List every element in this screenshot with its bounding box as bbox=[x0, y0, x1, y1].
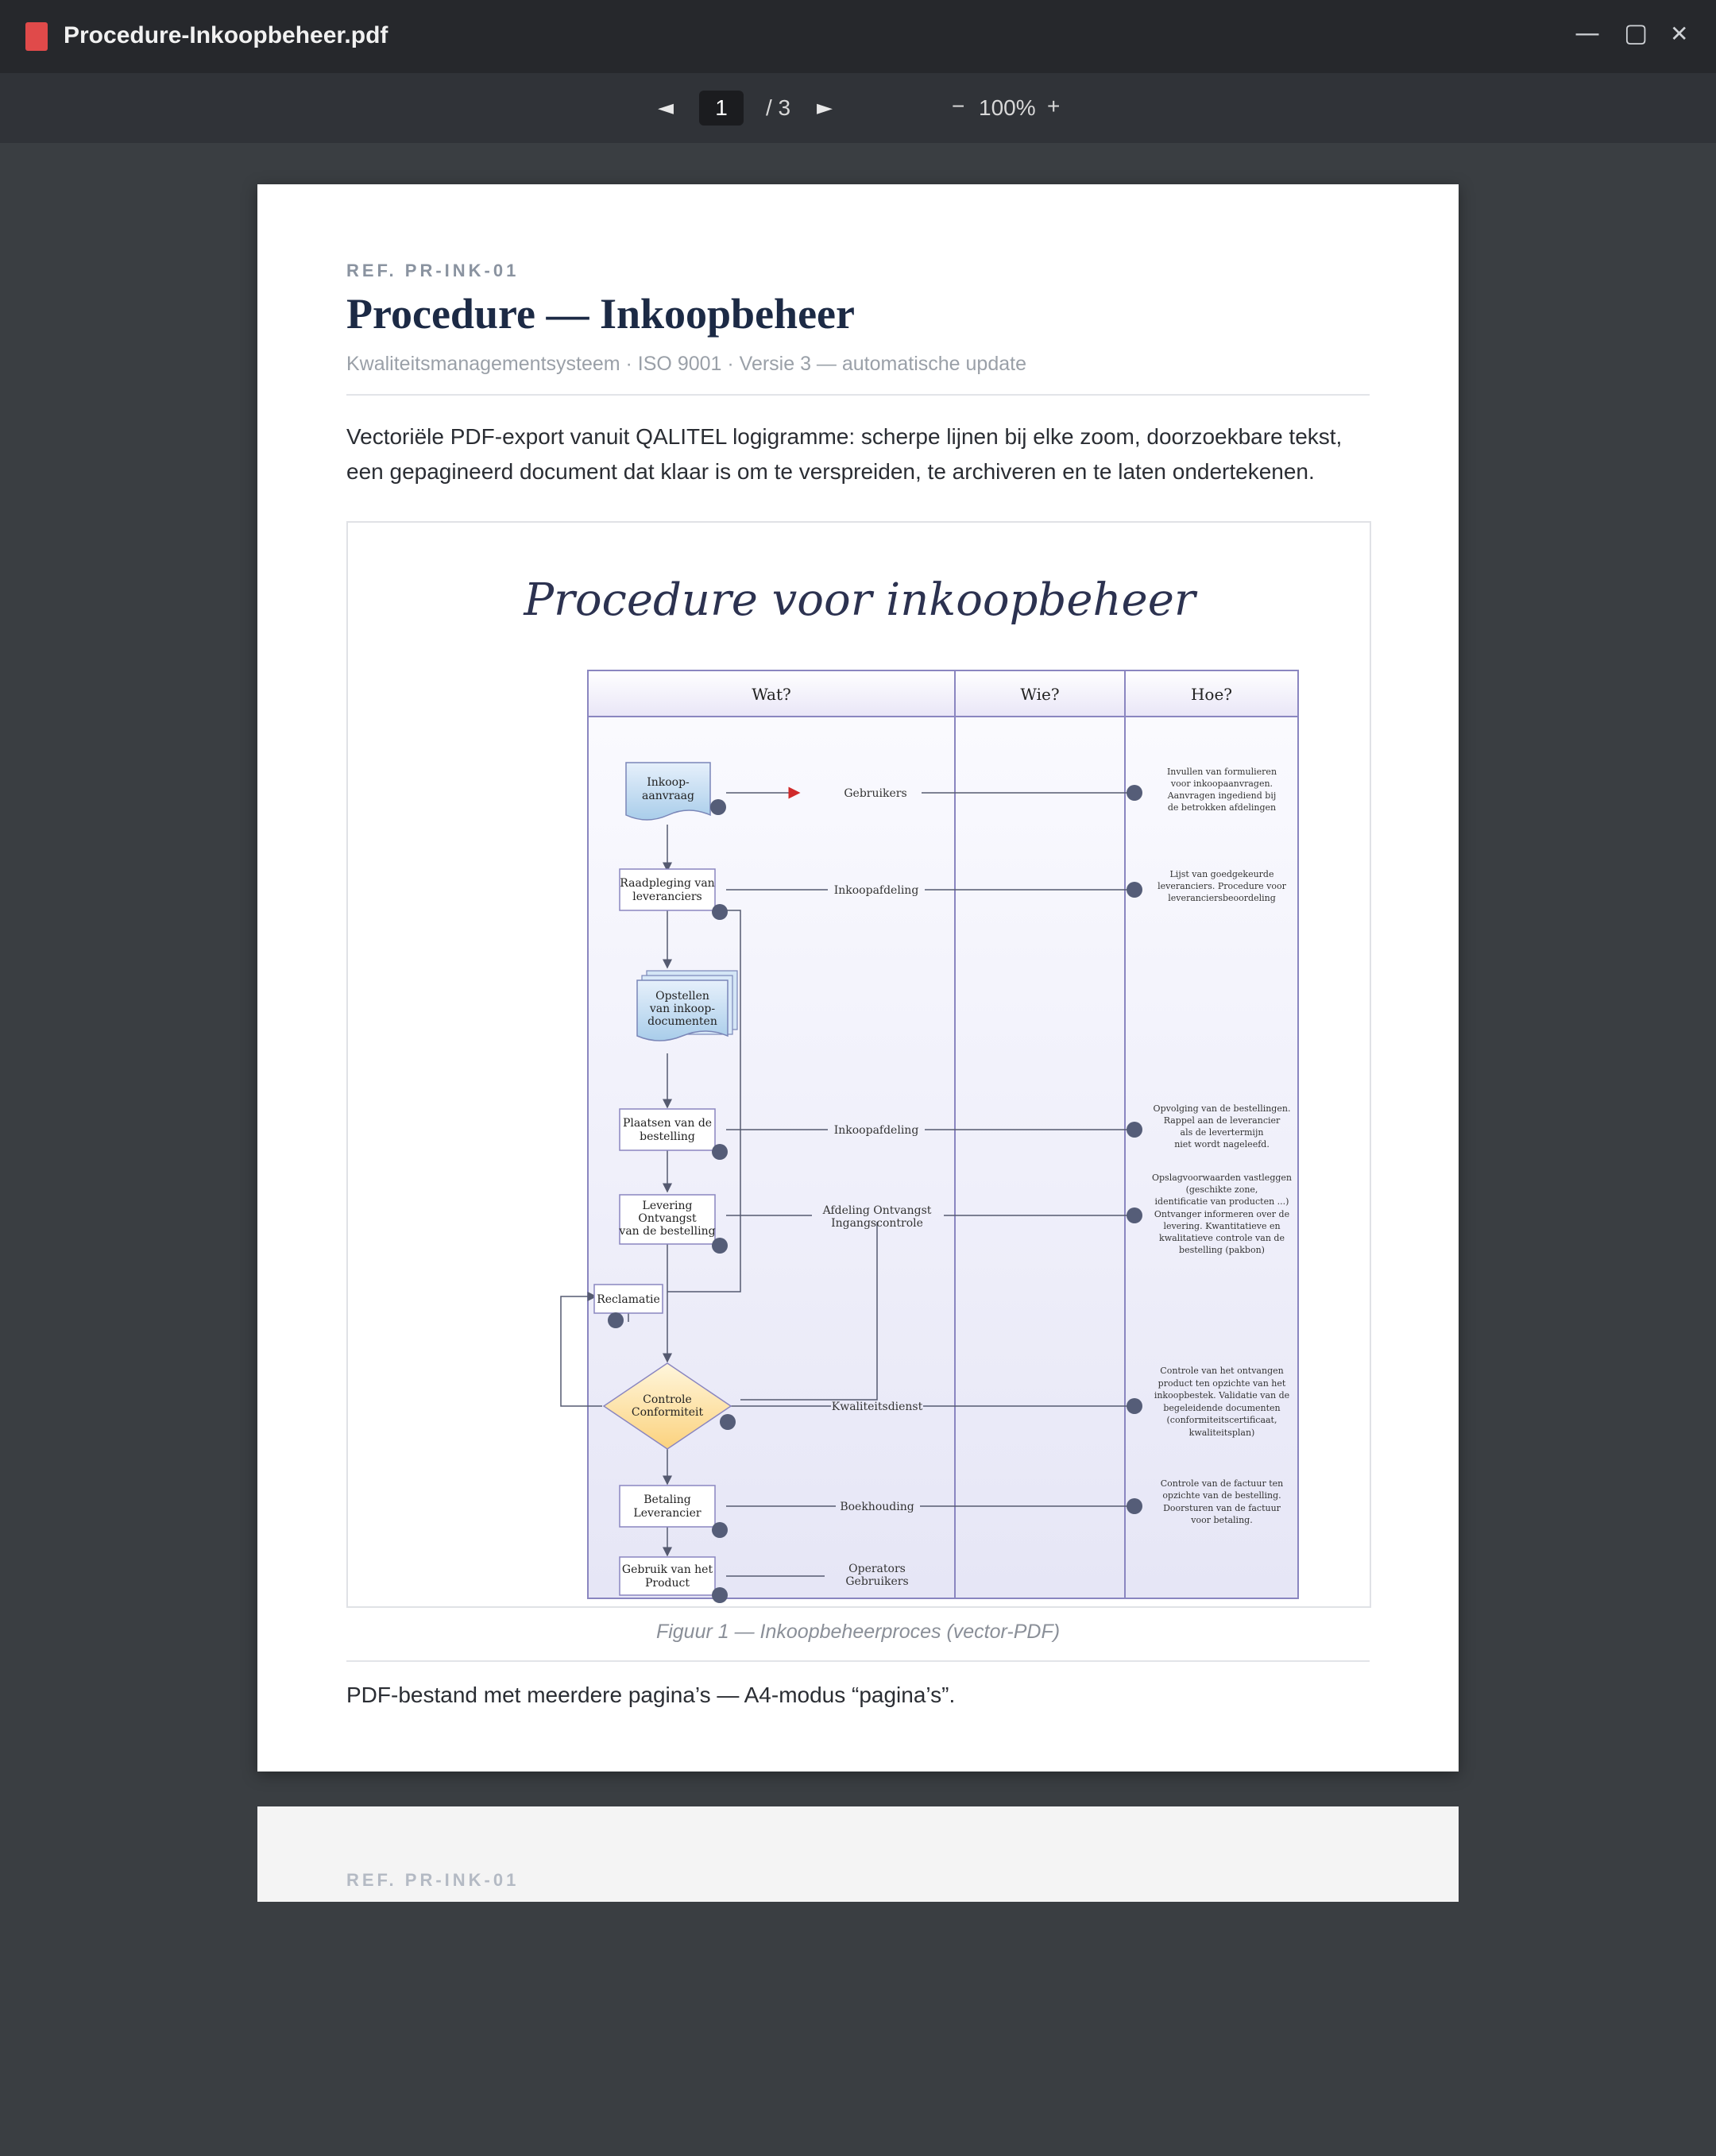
document-reference: REF. PR-INK-01 bbox=[346, 1870, 520, 1890]
how-text: opzichte van de bestelling. bbox=[1162, 1490, 1281, 1501]
previous-page-button[interactable]: ◄ bbox=[658, 96, 674, 120]
pdf-page-2 bbox=[257, 1806, 1459, 1902]
next-page-button[interactable]: ► bbox=[817, 96, 833, 120]
how-text: voor betaling. bbox=[1191, 1515, 1253, 1525]
column-header-wat: Wat? bbox=[752, 685, 791, 704]
how-text: Invullen van formulieren bbox=[1166, 767, 1277, 777]
svg-text:van inkoop-: van inkoop- bbox=[649, 1003, 716, 1015]
how-text: Controle van het ontvangen bbox=[1160, 1366, 1284, 1376]
svg-text:bestelling: bestelling bbox=[640, 1130, 695, 1143]
who-label: Operators bbox=[848, 1563, 906, 1575]
how-text: (geschikte zone, bbox=[1185, 1184, 1258, 1195]
step-inkoopaanvraag bbox=[626, 763, 710, 820]
how-text: Opslagvoorwaarden vastleggen bbox=[1151, 1173, 1293, 1183]
how-text: Controle van de factuur ten bbox=[1160, 1478, 1284, 1489]
who-label: Gebruikers bbox=[844, 787, 907, 800]
figure-caption: Figuur 1 — Inkoopbeheerproces (vector-PDF) bbox=[655, 1621, 1061, 1643]
how-text: bestelling (pakbon) bbox=[1179, 1245, 1265, 1255]
how-text: Aanvragen ingediend bij bbox=[1167, 790, 1277, 801]
how-text: Lijst van goedgekeurde bbox=[1169, 869, 1274, 879]
window-title: Procedure-Inkoopbeheer.pdf bbox=[64, 22, 388, 48]
step-plaatsen bbox=[620, 1109, 715, 1150]
who-label: Ingangscontrole bbox=[831, 1217, 923, 1230]
zoom-in-button[interactable]: + bbox=[1047, 94, 1061, 118]
svg-text:Levering: Levering bbox=[642, 1200, 693, 1212]
flowchart-diagram bbox=[348, 523, 1370, 1606]
diagram-title: Procedure voor inkoopbeheer bbox=[524, 574, 1196, 626]
step-reclamatie bbox=[594, 1285, 663, 1313]
page-number-input[interactable]: 1 bbox=[699, 91, 744, 126]
who-label: Boekhouding bbox=[840, 1501, 914, 1513]
how-text: de betrokken afdelingen bbox=[1167, 802, 1277, 813]
document-reference: REF. PR-INK-01 bbox=[346, 261, 520, 280]
svg-text:Controle: Controle bbox=[643, 1393, 692, 1406]
who-label: Afdeling Ontvangst bbox=[822, 1204, 932, 1217]
who-label: Inkoopafdeling bbox=[833, 884, 919, 897]
column-header-wie: Wie? bbox=[1020, 685, 1060, 704]
svg-text:Reclamatie: Reclamatie bbox=[597, 1293, 660, 1306]
how-text: (conformiteitscertificaat, bbox=[1166, 1415, 1277, 1425]
how-text: begeleidende documenten bbox=[1163, 1403, 1281, 1413]
step-label: Inkoop- bbox=[647, 776, 690, 789]
who-label: Kwaliteitsdienst bbox=[831, 1401, 923, 1413]
page-total: / 3 bbox=[766, 95, 791, 120]
svg-text:Product: Product bbox=[645, 1577, 690, 1590]
divider bbox=[346, 1660, 1370, 1662]
how-text: Doorsturen van de factuur bbox=[1163, 1503, 1281, 1513]
how-text: identificatie van producten ...) bbox=[1154, 1196, 1289, 1207]
how-text: voor inkoopaanvragen. bbox=[1170, 779, 1273, 789]
how-text: kwaliteitsplan) bbox=[1188, 1428, 1255, 1438]
how-text: Rappel aan de leverancier bbox=[1163, 1115, 1281, 1126]
step-opstellen bbox=[637, 971, 737, 1041]
intro-paragraph: Vectoriële PDF-export vanuit QALITEL logigramme: scherpe lijnen bij elke zoom, doorzoekbare tekst, een gepagineerd document dat klaar is om te verspreiden, te archiveren en te laten ondertekenen. bbox=[346, 424, 1343, 484]
svg-text:Leverancier: Leverancier bbox=[633, 1507, 701, 1520]
how-text: Opvolging van de bestellingen. bbox=[1153, 1103, 1291, 1114]
svg-text:Conformiteit: Conformiteit bbox=[631, 1406, 704, 1419]
svg-text:Plaatsen van de: Plaatsen van de bbox=[622, 1117, 713, 1130]
svg-text:Raadpleging van: Raadpleging van bbox=[620, 877, 715, 890]
column-header-hoe: Hoe? bbox=[1190, 685, 1233, 704]
svg-text:van de bestelling: van de bestelling bbox=[619, 1225, 716, 1238]
step-raadpleging bbox=[620, 869, 715, 910]
minimize-button[interactable]: — bbox=[1575, 17, 1600, 48]
how-text: leveranciersbeoordeling bbox=[1168, 893, 1276, 903]
how-text: kwalitatieve controle van de bbox=[1159, 1233, 1285, 1243]
svg-text:Opstellen: Opstellen bbox=[655, 990, 709, 1003]
how-text: inkoopbestek. Validatie van de bbox=[1154, 1390, 1290, 1401]
svg-text:Gebruik van het: Gebruik van het bbox=[621, 1563, 713, 1576]
svg-text:Ontvangst: Ontvangst bbox=[638, 1212, 697, 1225]
who-label: Gebruikers bbox=[845, 1575, 909, 1588]
how-text: levering. Kwantitatieve en bbox=[1163, 1221, 1281, 1231]
step-levering bbox=[618, 1195, 715, 1244]
step-betaling bbox=[620, 1486, 715, 1527]
svg-text:Betaling: Betaling bbox=[644, 1493, 691, 1506]
step-gebruik bbox=[620, 1557, 715, 1595]
pdf-toolbar bbox=[0, 73, 1716, 143]
how-text: niet wordt nageleefd. bbox=[1174, 1139, 1270, 1149]
pdf-page-1 bbox=[257, 184, 1459, 1772]
how-text: Ontvanger informeren over de bbox=[1154, 1209, 1290, 1219]
zoom-level: 100% bbox=[979, 95, 1036, 120]
how-text: product ten opzichte van het bbox=[1158, 1378, 1286, 1389]
how-text: leveranciers. Procedure voor bbox=[1158, 881, 1286, 891]
svg-text:documenten: documenten bbox=[647, 1015, 717, 1028]
close-button[interactable]: ✕ bbox=[1670, 21, 1689, 47]
pdf-file-icon bbox=[25, 22, 48, 51]
document-subtitle: Kwaliteitsmanagementsysteem · ISO 9001 · Versie 3 — automatische update bbox=[346, 353, 1026, 375]
step-label: aanvraag bbox=[642, 790, 694, 802]
title-bar bbox=[0, 0, 1716, 73]
zoom-out-button[interactable]: − bbox=[952, 94, 965, 118]
maximize-button[interactable]: ▢ bbox=[1624, 17, 1648, 48]
who-label: Inkoopafdeling bbox=[833, 1124, 919, 1137]
footnote-text: PDF-bestand met meerdere pagina’s — A4-modus “pagina’s”. bbox=[346, 1683, 956, 1707]
how-text: als de levertermijn bbox=[1180, 1127, 1264, 1138]
svg-text:leveranciers: leveranciers bbox=[632, 891, 702, 903]
flowchart-figure bbox=[346, 521, 1371, 1608]
divider bbox=[346, 394, 1370, 396]
document-title: Procedure — Inkoopbeheer bbox=[346, 290, 855, 338]
